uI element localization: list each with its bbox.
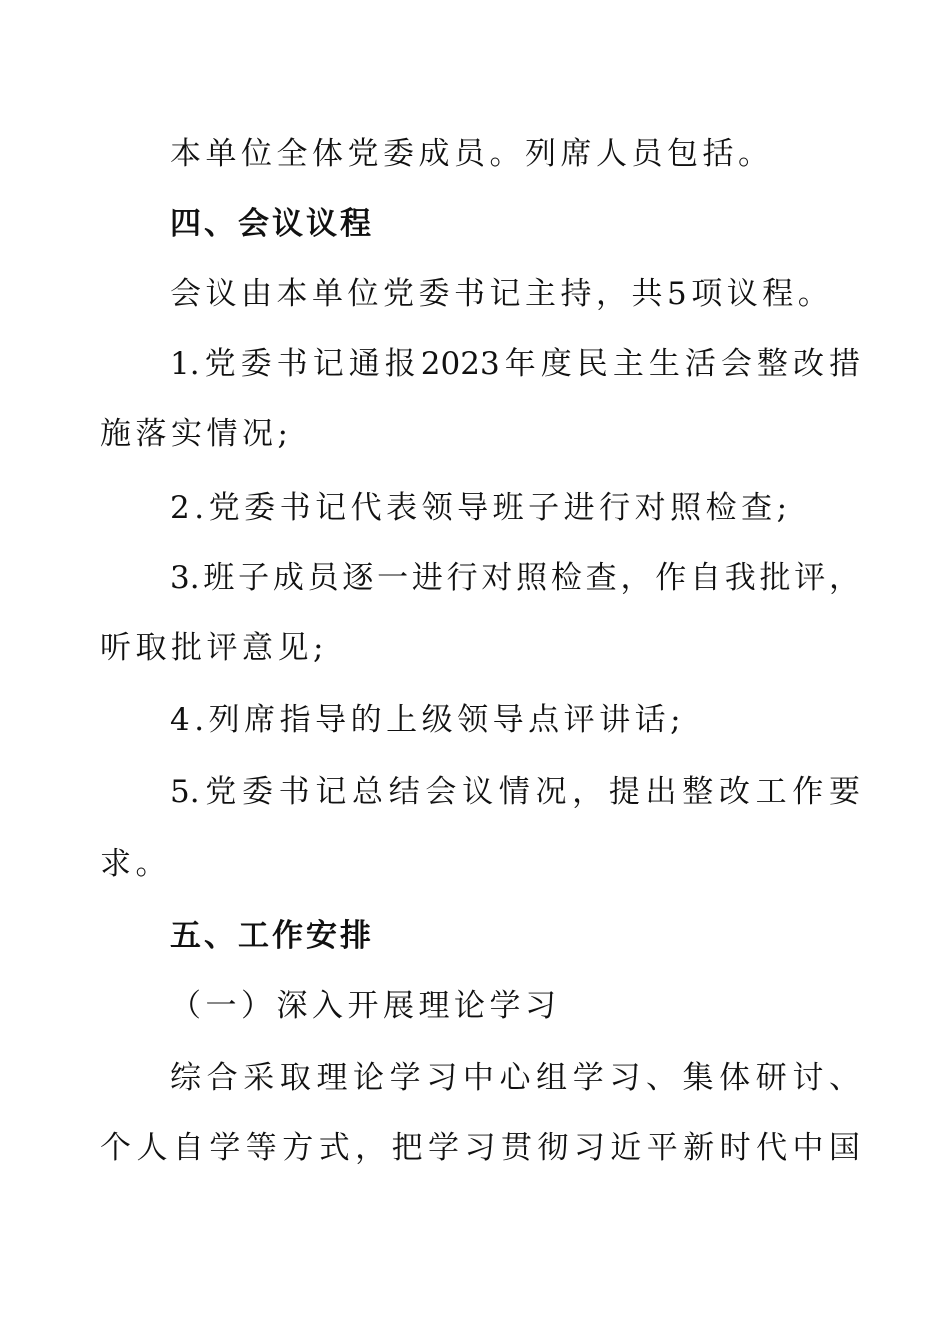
section-heading-agenda: 四、会议议程: [170, 206, 374, 242]
agenda-item-3: 3.班子成员逐一进行对照检查，作自我批评，: [170, 560, 860, 596]
agenda-item-5: 5.党委书记总结会议情况，提出整改工作要: [170, 774, 860, 810]
agenda-item-5-continued: 求。: [100, 846, 171, 882]
subheading-theory-study: （一）深入开展理论学习: [170, 988, 561, 1024]
agenda-item-3-continued: 听取批评意见;: [100, 630, 328, 666]
paragraph-agenda-intro: 会议由本单位党委书记主持，共5项议程。: [170, 276, 834, 312]
agenda-item-1: 1.党委书记通报2023年度民主生活会整改措: [170, 346, 860, 382]
paragraph-attendees-continued: 本单位全体党委成员。列席人员包括。: [170, 136, 774, 172]
section-heading-work-arrangement: 五、工作安排: [170, 918, 374, 954]
agenda-item-1-continued: 施落实情况;: [100, 416, 293, 452]
paragraph-study-methods: 综合采取理论学习中心组学习、集体研讨、: [170, 1060, 860, 1096]
agenda-item-4: 4.列席指导的上级领导点评讲话;: [170, 702, 686, 738]
agenda-item-2: 2.党委书记代表领导班子进行对照检查;: [170, 490, 792, 526]
paragraph-study-methods-continued: 个人自学等方式，把学习贯彻习近平新时代中国: [100, 1130, 860, 1166]
